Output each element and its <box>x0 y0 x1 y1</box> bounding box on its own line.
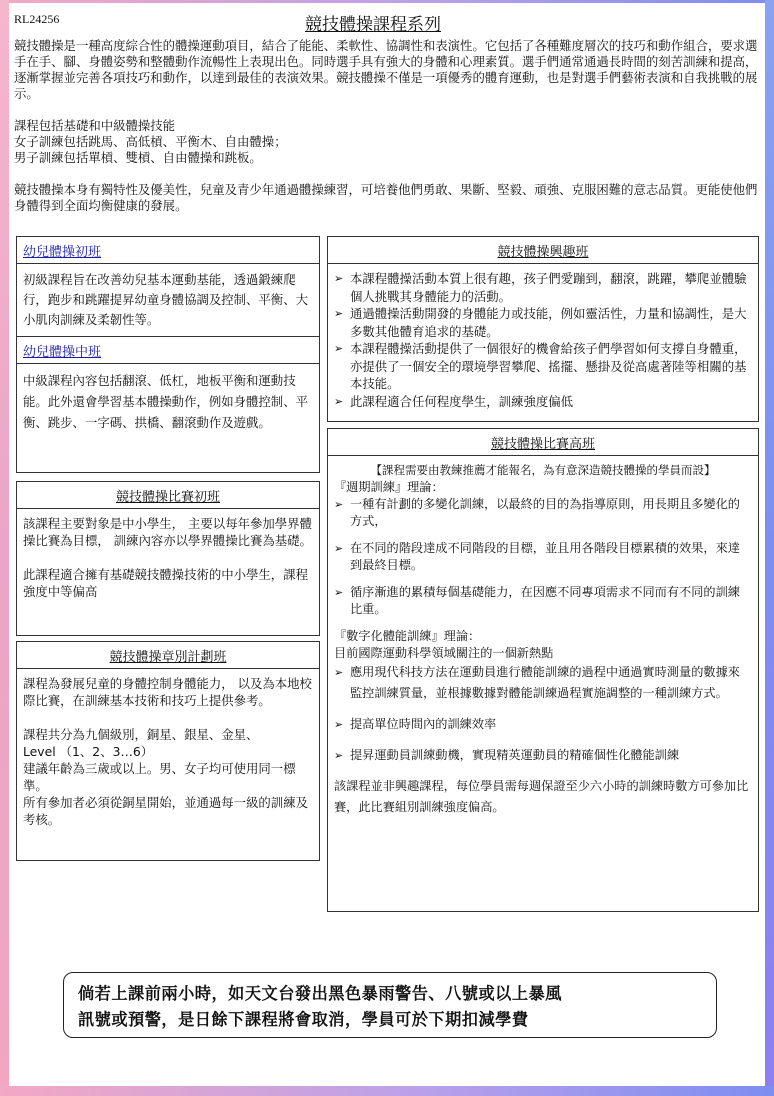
comp-beginner-text-2: 此課程適合擁有基礎競技體操技術的中小學生，課程強度中等偏高 <box>23 567 308 599</box>
fun-class-body <box>328 264 758 416</box>
intro-paragraph-1: 競技體操是一種高度綜合性的體操運動項目，結合了能能、柔軟性、協調性和表演性。它包括了各種難度層次的技巧和動作組合，要求選手在手、腳、身體姿勢和整體動作流暢性上表現出色。同時選手具有強大的身體和心理素質。選手們通常通過長時間的刻苦訓練和提高，逐漸掌握並完善各項技巧和動作，以達到最佳的表演效果。競技體操不僅是一項優秀的體育運動，也是對選手們藝術表演和自我挑戰的展示。 <box>14 38 758 101</box>
badge-text-1: 課程為發展兒童的身體控制身體能力， 以及為本地校際比賽，在訓練基本技術和技巧上提供參考。 <box>23 676 312 708</box>
comp-advanced-title: 競技體操比賽高班 <box>328 429 758 456</box>
weather-warning-notice <box>63 972 717 1038</box>
frame-left <box>0 0 9 1096</box>
comp-beginner-box <box>16 481 320 636</box>
fun-class-title: 競技體操興趣班 <box>328 237 758 264</box>
badge-levels: Level （1、2、3…6） <box>23 744 154 759</box>
fun-class-list <box>334 270 752 410</box>
comp-advanced-body <box>328 456 758 824</box>
list-item: ➢ 提高單位時間內的訓練效率 <box>334 714 752 735</box>
warning-line-1: 倘若上課前兩小時，如天文台發出黑色暴雨警告、八號或以上暴風 <box>78 984 562 1003</box>
document-code: RL24256 <box>14 12 60 26</box>
list-item: ➢ 應用現代科技方法在運動員進行體能訓練的過程中通過實時測量的數據來監控訓練質量，並根據數據對體能訓練過程實施調整的一種訓練方式。 <box>334 662 752 704</box>
comp-beginner-body <box>17 509 319 606</box>
frame-right <box>765 0 774 1096</box>
list-item: ➢ 循序漸進的累積每個基礎能力，在因應不同專項需求不同而有不同的訓練比重。 <box>334 584 752 618</box>
comp-beginner-text-1: 該課程主要對象是中小學生， 主要以每年參加學界體操比賽為目標， 訓練內容亦以學界體操比賽為基礎。 <box>23 516 312 548</box>
periodization-list <box>334 496 752 618</box>
kids-beginner-text: 初級課程旨在改善幼兒基本運動基能，透過鍛練爬行，跑步和跳躍提昇幼童身體協調及控制、平衡、大小肌肉訓練及柔韌性等。 <box>23 272 308 327</box>
comp-advanced-closing: 該課程並非興趣課程，每位學員需每週保證至少六小時的訓練時數方可參加比賽，此比賽組別訓練強度偏高。 <box>334 779 749 814</box>
frame-top <box>0 0 774 3</box>
comp-beginner-title: 競技體操比賽初班 <box>17 482 319 509</box>
kids-intermediate-title[interactable]: 幼兒體操中班 <box>17 336 319 364</box>
digital-training-list <box>334 662 752 766</box>
list-item: ➢ 在不同的階段達成不同階段的目標，並且用各階段目標累積的效果，來達到最終目標。 <box>334 540 752 574</box>
badge-text-4: 所有參加者必須從銅星開始，並通過每一級的訓練及考核。 <box>23 795 308 827</box>
badge-scheme-title: 競技體操章別計劃班 <box>17 642 319 669</box>
intro-paragraph-3: 競技體操本身有獨特性及優美性，兒童及青少年通過體操練習，可培養他們勇敢、果斷、堅毅、頑強、克服困難的意志品質。更能使他們身體得到全面均衡健康的發展。 <box>14 182 758 213</box>
list-item: ➢ 此課程適合任何程度學生，訓練強度偏低 <box>334 393 752 411</box>
list-item: ➢ 通過體操活動開發的身體能力或技能，例如靈活性，力量和協調性，是大多數其他體育追求的基礎。 <box>334 305 752 340</box>
fun-class-box <box>327 236 759 422</box>
intro-male-line: 男子訓練包括單槓、雙槓、自由體操和跳板。 <box>14 150 262 165</box>
intro-section <box>14 38 766 214</box>
comp-advanced-note: 【課程需要由教練推薦才能報名，為有意深造競技體操的學員而設】 <box>370 463 716 477</box>
frame-bottom <box>0 1086 774 1096</box>
digital-training-focus: 目前國際運動科學領域關注的一個新熱點 <box>334 646 554 660</box>
comp-advanced-box <box>327 428 759 912</box>
list-item: ➢ 本課程體操活動提供了一個很好的機會給孩子們學習如何支撐自身體重，亦提供了一個安全的環境學習攀爬、搖擺、懸掛及從高處著陸等相關的基本技能。 <box>334 340 752 393</box>
list-item: ➢ 本課程體操活動本質上很有趣，孩子們愛蹦到，翻滾，跳躍，攀爬並體驗個人挑戰其身體能力的活動。 <box>334 270 752 305</box>
intro-courses-line: 課程包括基礎和中級體操技能 <box>14 118 176 133</box>
kids-intermediate-text: 中級課程內容包括翻滾、低杠，地板平衡和運動技能。此外還會學習基本體操動作，例如身體控制、平衡、跳步、一字碼、拱橋、翻滾動作及遊戲。 <box>23 373 308 430</box>
kids-beginner-title[interactable]: 幼兒體操初班 <box>17 237 319 264</box>
periodization-theory-heading: 『週期訓練』理論： <box>334 480 444 494</box>
digital-training-heading: 『數字化體能訓練』理論： <box>334 629 481 643</box>
kids-beginner-body <box>17 264 319 336</box>
list-item: ➢ 一種有計劃的多變化訓練，以最終的目的為指導原則，用長期且多變化的方式， <box>334 496 752 530</box>
list-item: ➢ 提昇運動員訓練動機，實現精英運動員的精確個性化體能訓練 <box>334 745 752 766</box>
kids-intermediate-body <box>17 364 319 439</box>
page-title: 競技體操課程系列 <box>305 15 441 35</box>
badge-scheme-body <box>17 669 319 834</box>
badge-scheme-box <box>16 641 320 861</box>
badge-text-3: 建議年齡為三歲或以上。男、女子均可使用同一標準。 <box>23 761 296 793</box>
intro-female-line: 女子訓練包括跳馬、高低槓、平衡木、自由體操； <box>14 134 287 149</box>
badge-text-2: 課程共分為九個級別，銅星、銀星、金星、 <box>23 727 259 742</box>
warning-line-2: 訊號或預警，是日餘下課程將會取消，學員可於下期扣減學費 <box>78 1010 529 1029</box>
kids-classes-box <box>16 236 320 473</box>
